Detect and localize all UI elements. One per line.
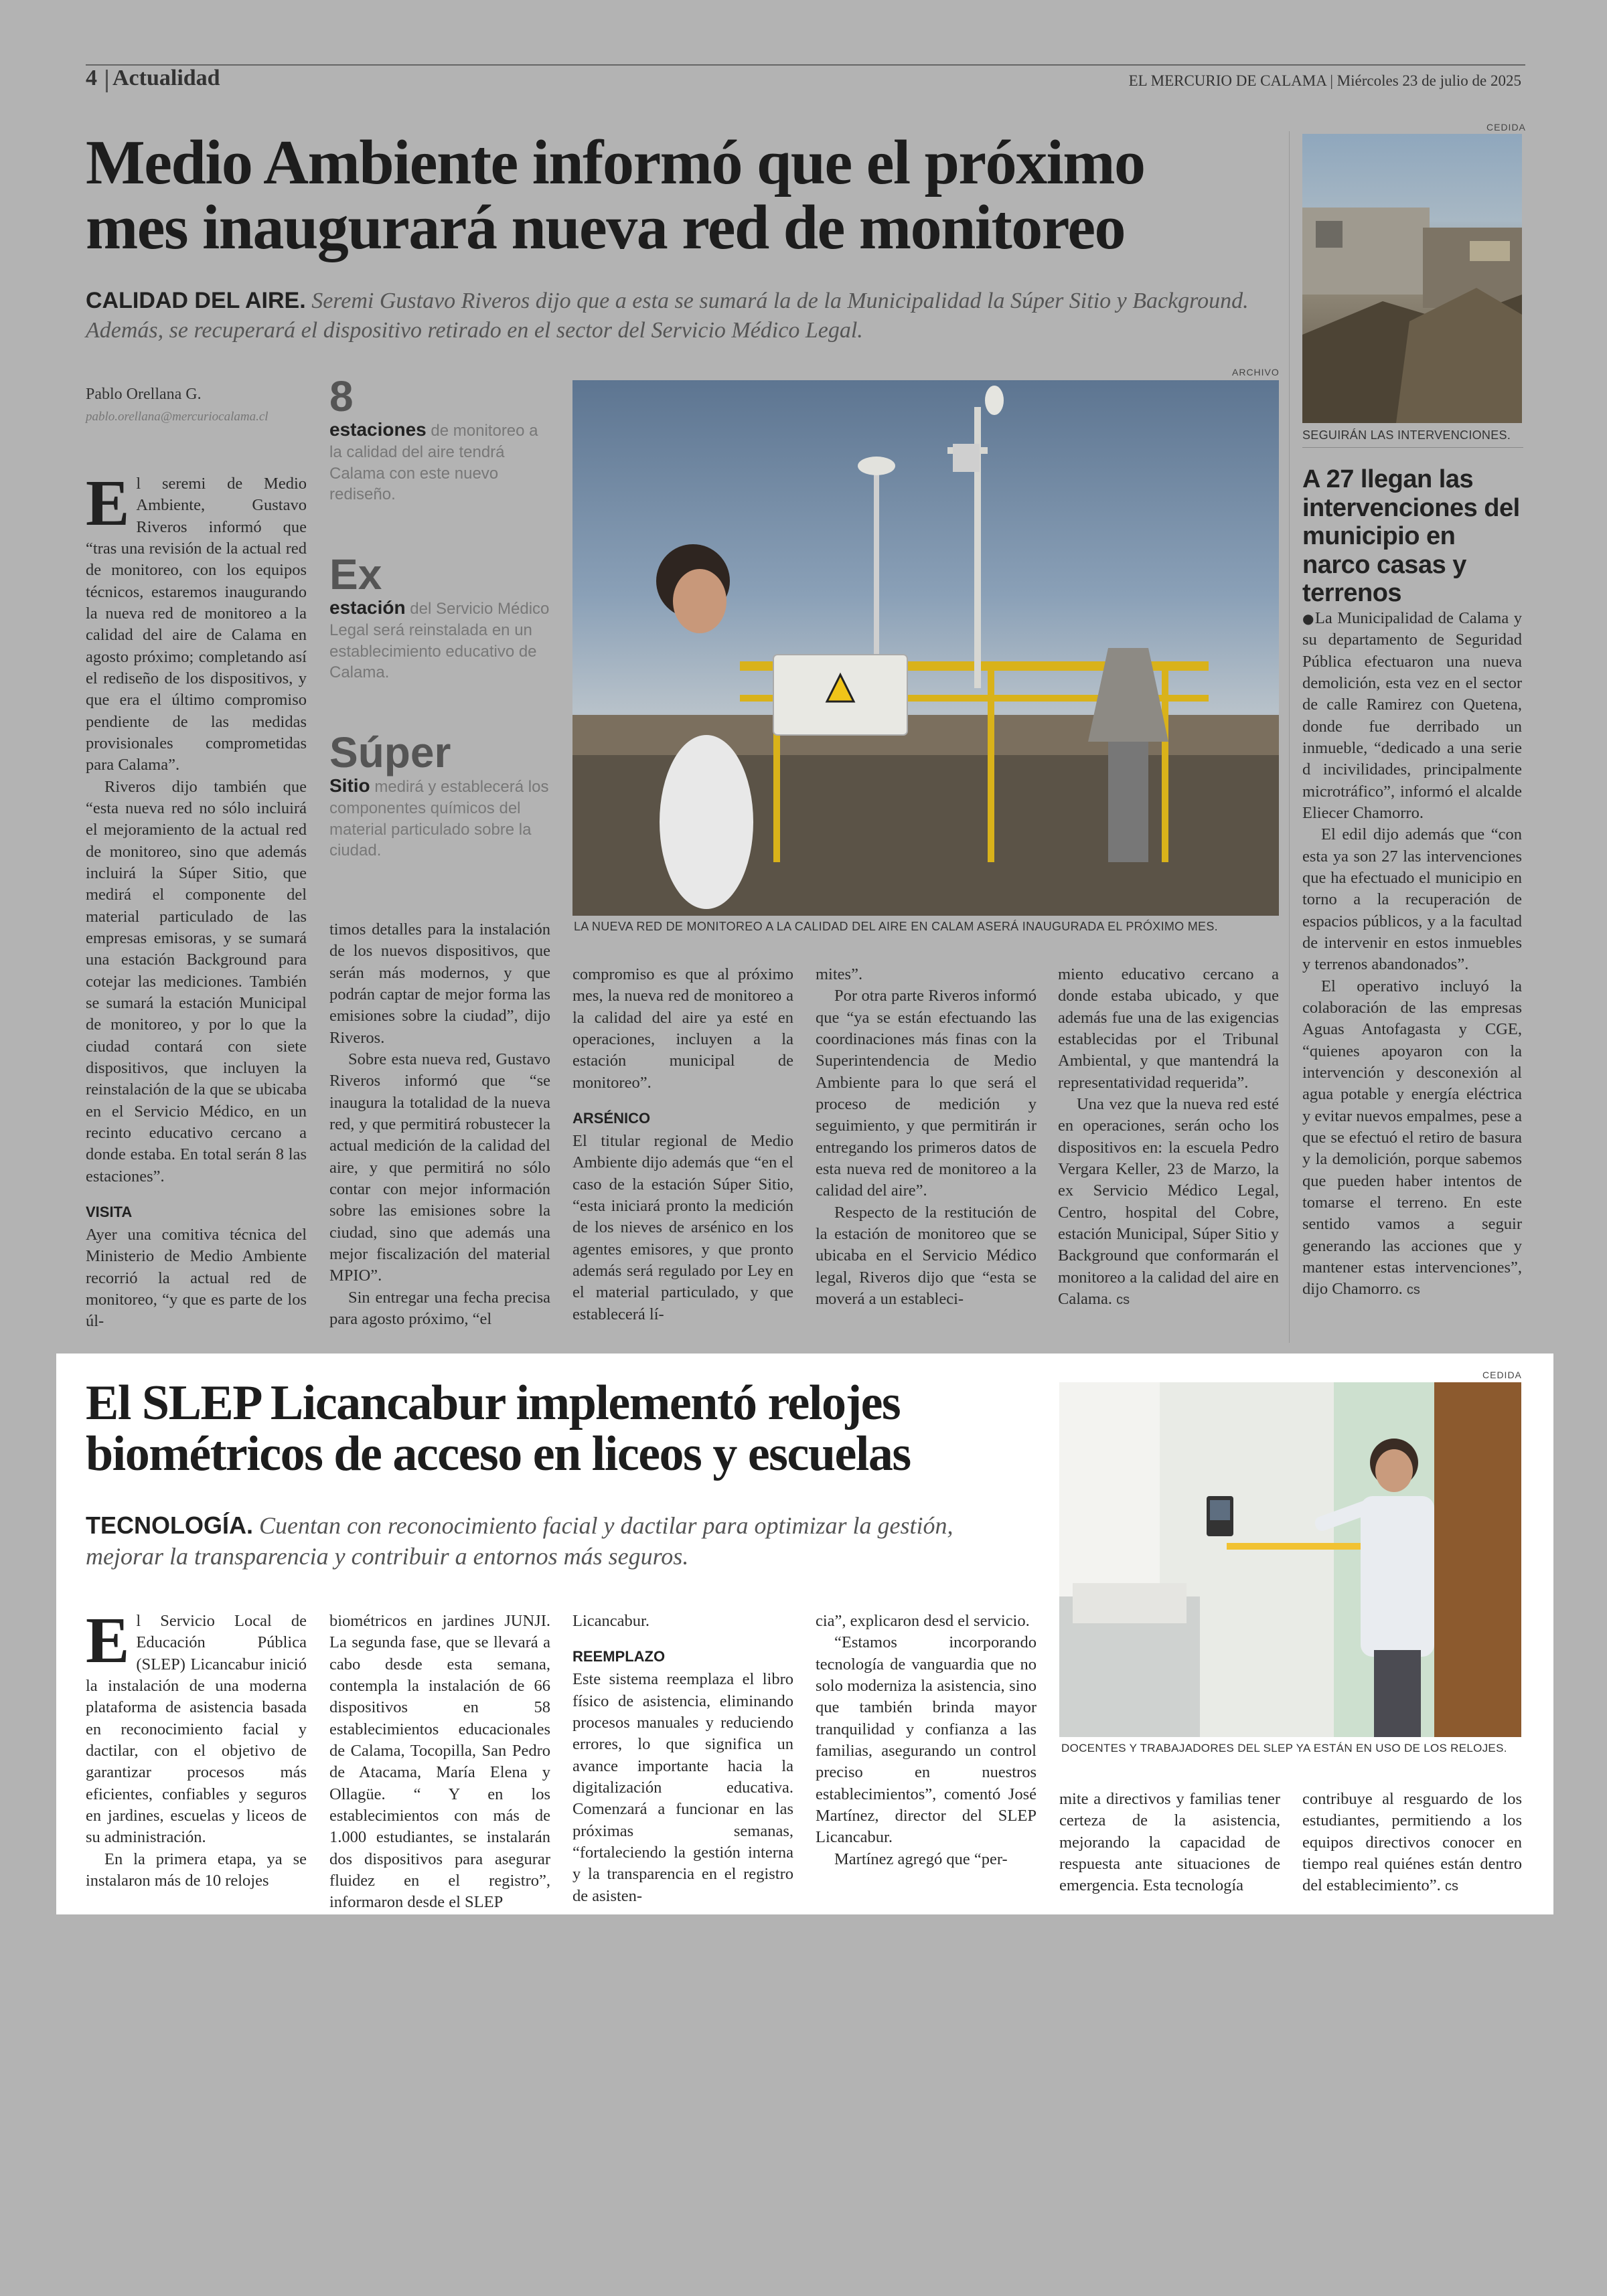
paragraph: Sin entregar una fecha precisa para agosto próximo, “el: [329, 1288, 550, 1328]
side-photo: [1302, 134, 1522, 423]
bottom-headline-line2: biométricos de acceso en liceos y escuelas: [86, 1426, 911, 1482]
side-photo-caption: SEGUIRÁN LAS INTERVENCIONES.: [1302, 428, 1511, 442]
paragraph: Licancabur.: [572, 1612, 649, 1630]
paragraph: cia”, explicaron desd el servicio.: [816, 1612, 1030, 1630]
bottom-photo-caption: DOCENTES Y TRABAJADORES DEL SLEP YA ESTÁN EN USO DE LOS RELOJES.: [1061, 1742, 1507, 1754]
drop-cap: E: [86, 1605, 130, 1677]
paragraph: En la primera etapa, ya se instalaron más de 10 relojes: [86, 1850, 307, 1890]
paragraph: biométricos en jardines JUNJI. La segunda fase, que se llevará a cabo desde esta semana, contempla la instalación de 66 dispositivos en 58 establecimientos educacionales de Calama, Tocopilla, San Pedro de Atacama, María Elena y Ollagüe. “ Y en los establecimientos con más de 1.000 estudiantes, se instalarán dos dispositivos para asegurar fluidez en el registro”, informaron desde el SLEP: [329, 1612, 550, 1912]
header-divider: [106, 70, 108, 92]
header-top-rule: [86, 64, 1525, 66]
stat-number: 8: [329, 372, 354, 420]
main-headline-line1: Medio Ambiente informó que el próximo: [86, 128, 1145, 197]
paragraph: Sobre esta nueva red, Gustavo Riveros informó que “se inaugura la totalidad de la nueva red, y que permitirá robustecer la actual medición de la calidad del aire, y que permitirá no sólo contar con mejor información sobre las emisiones sobre la ciudad, sino que además una mejor fiscalización del material MPIO”.: [329, 1050, 550, 1285]
paragraph: El titular regional de Medio Ambiente dijo además que “en el caso de la estación Súper Sitio, “esta iniciará pronto la medición de los nieves de arsénico en los agentes emisores, y que pronto además será regulado por Ley en el material particulado, y que establecerá lí-: [572, 1132, 793, 1323]
stat-bold: estación: [329, 597, 406, 618]
stat-box-1: [329, 372, 550, 505]
side-title: A 27 llegan las intervenciones del municipio en narco casas y terrenos: [1302, 465, 1520, 608]
stat-text: medirá y establecerá los componentes químicos del material particulado sobre la ciudad.: [329, 778, 549, 859]
bottom-column-4: [816, 1611, 1037, 1870]
paragraph: “Estamos incorporando tecnología de vanguardia que no solo moderniza la asistencia, sino que también brinda mayor tranquilidad y confianza a las familias, asegurando un control preciso en nuestros establecimientos”, comentó José Martínez, director del SLEP Licancabur.: [816, 1633, 1037, 1847]
main-kicker-label: CALIDAD DEL AIRE.: [86, 288, 306, 313]
paragraph: l seremi de Medio Ambiente, Gustavo Riveros informó que “tras una revisión de la actual red de monitoreo, con los equipos técnicos, estaremos inaugurando la nueva red de monitoreo a la calidad del aire de Calama en agosto próximo; completando así el rediseño de los dispositivos, y que era el último compromiso pendiente de las medidas provisionales comprometidas para Calama”.: [86, 475, 307, 774]
bottom-headline: [86, 1376, 1057, 1482]
end-mark-icon: cs: [1116, 1292, 1130, 1307]
stat-text: del Servicio Médico Legal será reinstalada en un establecimiento educativo de Calama.: [329, 600, 550, 681]
section-name: Actualidad: [112, 66, 220, 90]
main-column-1: [86, 467, 307, 1333]
paragraph: contribuye al resguardo de los estudiantes, permitiendo a los equipos directivos conocer en tiempo real quiénes están dentro del establecimiento”.: [1302, 1790, 1522, 1895]
main-column-3: [572, 964, 793, 1325]
stat-text: de monitoreo a la calidad del aire tendrá Calama con este nuevo rediseño.: [329, 422, 538, 503]
paragraph: compromiso es que al próximo mes, la nueva red de monitoreo a la calidad del aire ya esté en operaciones, incluyen a la estación municipal de monitoreo”.: [572, 965, 793, 1092]
bottom-kicker-text: Cuentan con reconocimiento facial y dactilar para optimizar la gestión, mejorar la transparencia y contribuir a entornos más seguros.: [86, 1512, 953, 1570]
bottom-column-1: [86, 1605, 307, 1892]
bottom-kicker-label: TECNOLOGÍA.: [86, 1511, 253, 1539]
bullet-icon: ●: [1302, 610, 1315, 627]
drop-cap: E: [86, 467, 130, 540]
bottom-photo: [1059, 1382, 1521, 1737]
side-title-rule: [1302, 447, 1523, 448]
paragraph: Este sistema reemplaza el libro físico de asistencia, eliminando procesos manuales y reduciendo errores, lo que significa un avance importante hacia la digitalización educativa. Comenzará a funcionar en las próximas semanas, “fortaleciendo la gestión interna y la transparencia en el registro de asisten-: [572, 1670, 793, 1905]
main-column-4: [816, 964, 1037, 1310]
stat-box-2: [329, 550, 550, 683]
byline-email[interactable]: pablo.orellana@mercuriocalama.cl: [86, 410, 269, 424]
main-photo-caption: LA NUEVA RED DE MONITOREO A LA CALIDAD DEL AIRE EN CALAM ASERÁ INAUGURADA EL PRÓXIMO MES.: [574, 920, 1218, 933]
paragraph: Por otra parte Riveros informó que “ya se están efectuando las coordinaciones más finas con la Superintendencia de Medio Ambiente para lo que será el proceso de medición y seguimiento, y que permitirán ir entregando los primeros datos de esta nueva red de monitoreo a la calidad del aire”.: [816, 987, 1037, 1200]
sidebar-divider: [1289, 131, 1290, 1343]
paragraph: Martínez agregó que “per-: [834, 1850, 1008, 1868]
subheading: REEMPLAZO: [572, 1648, 666, 1665]
bottom-headline-line1: El SLEP Licancabur implementó relojes: [86, 1376, 901, 1430]
paragraph: Riveros dijo también que “esta nueva red no sólo incluirá el mejoramiento de la actual red de monitoreo, sino que además incluirá la Súper Sitio, que medirá el componente del material particulado de las empresas emisoras, y se sumará una estación Background para cotejar las mediciones. También se sumará la estación Municipal de monitoreo, y por lo que la ciudad contará con siete dispositivos, que incluyen la reinstalación de la que se ubicaba en el Servicio Médico, en un recinto educativo cercano a donde estaba. En total serán 8 las estaciones”.: [86, 777, 307, 1185]
paragraph: mite a directivos y familias tener certeza de la asistencia, mejorando la capacidad de respuesta ante situaciones de emergencia. Esta tecnología: [1059, 1790, 1280, 1895]
main-kicker-text: Seremi Gustavo Riveros dijo que a esta se sumará la de la Municipalidad la Súper Sitio y Background. Además, se recuperará el dispositivo retirado en el sector del Servicio Médico Legal.: [86, 289, 1249, 343]
publication-date: EL MERCURIO DE CALAMA | Miércoles 23 de julio de 2025: [1128, 72, 1521, 89]
paragraph: miento educativo cercano a donde estaba ubicado, y que además fue una de las exigencias establecidas por el Tribunal Ambiental, y que mantendrá la representatividad requerida”.: [1058, 965, 1279, 1092]
page-number: 4: [86, 66, 97, 90]
monitoring-station-illustration: [572, 380, 1279, 916]
paragraph: La Municipalidad de Calama y su departamento de Seguridad Pública efectuaron una nueva demolición, esta vez en el sector de calle Ramirez con Quetena, donde fue derribado un inmueble, “dedicado a una serie d incivilidades, principalmente microtráfico”, informó el alcalde Eliecer Chamorro.: [1302, 609, 1522, 822]
paragraph: Ayer una comitiva técnica del Ministerio de Medio Ambiente recorrió la actual red de monitoreo, “y que es parte de los úl-: [86, 1225, 307, 1331]
main-column-2: [329, 919, 550, 1330]
end-mark-icon: cs: [1444, 1879, 1458, 1894]
bottom-column-6: [1302, 1789, 1522, 1897]
subheading: VISITA: [86, 1203, 133, 1220]
paragraph: Una vez que la nueva red esté en operaciones, serán ocho los dispositivos en: la escuela Pedro Vergara Keller, 23 de Marzo, la ex Servicio Médico Legal, Centro, hospital del Cobre, estación Municipal, Súper Sitio y Background que conformarán el monitoreo a la calidad del aire en Calama.: [1058, 1094, 1279, 1308]
bottom-photo-credit: CEDIDA: [1482, 1370, 1522, 1380]
stat-box-3: [329, 728, 550, 861]
demolition-illustration: [1302, 134, 1522, 423]
side-photo-credit: CEDIDA: [1486, 122, 1526, 133]
bottom-column-5: [1059, 1789, 1280, 1897]
main-photo-credit: ARCHIVO: [1232, 367, 1280, 378]
main-headline: [86, 128, 1291, 262]
paragraph: Respecto de la restitución de la estación de monitoreo que se ubicaba en el Servicio Médico legal, Riveros dijo que “esta se moverá a un estableci-: [816, 1203, 1037, 1308]
end-mark-icon: cs: [1406, 1283, 1420, 1298]
biometric-clock-illustration: [1059, 1382, 1521, 1737]
side-body: [1302, 608, 1522, 1301]
paragraph: timos detalles para la instalación de los nuevos dispositivos, que serán más modernos, y que podrán captar de mejor forma las emisiones sobre la ciudad”, dijo Riveros.: [329, 920, 550, 1047]
stat-bold: estaciones: [329, 419, 427, 440]
bottom-kicker: [86, 1510, 996, 1572]
paragraph: mites”.: [816, 965, 863, 983]
stat-bold: Sitio: [329, 775, 370, 796]
paragraph: l Servicio Local de Educación Pública (SLEP) Licancabur inició la instalación de una moderna plataforma de asistencia basada en reconocimiento facial y dactilar, con el objetivo de garantizar procesos más eficientes, confiables y seguros en jardines, escuelas y liceos de su administración.: [86, 1612, 307, 1847]
bottom-column-3: [572, 1611, 793, 1907]
main-headline-line2: mes inaugurará nueva red de monitoreo: [86, 192, 1126, 262]
bottom-column-2: [329, 1611, 550, 1914]
main-photo: [572, 380, 1279, 916]
subheading: ARSÉNICO: [572, 1109, 651, 1127]
stat-number: Súper: [329, 728, 451, 776]
main-kicker: [86, 286, 1284, 345]
stat-number: Ex: [329, 550, 382, 598]
byline-name: Pablo Orellana G.: [86, 386, 202, 403]
paragraph: El operativo incluyó la colaboración de las empresas Aguas Antofagasta y CGE, “quienes apoyaron con la intervención y desconexión al agua potable y energía eléctrica y evitar nuevos empalmes, pese a que se efectuó el retiro de basura y la demolición, porque sabemos que pueden haber intentos de tomarse el terreno. En este sentido vamos a seguir generando las acciones que y mantener estas intervenciones”, dijo Chamorro.: [1302, 977, 1522, 1299]
main-column-5: [1058, 964, 1279, 1310]
paragraph: El edil dijo además que “con esta ya son 27 las intervenciones que ha efectuado el municipio en torno a la recuperación de espacios públicos, y a la facultad de intervenir en estos inmuebles y terrenos abandonados”.: [1302, 825, 1522, 974]
